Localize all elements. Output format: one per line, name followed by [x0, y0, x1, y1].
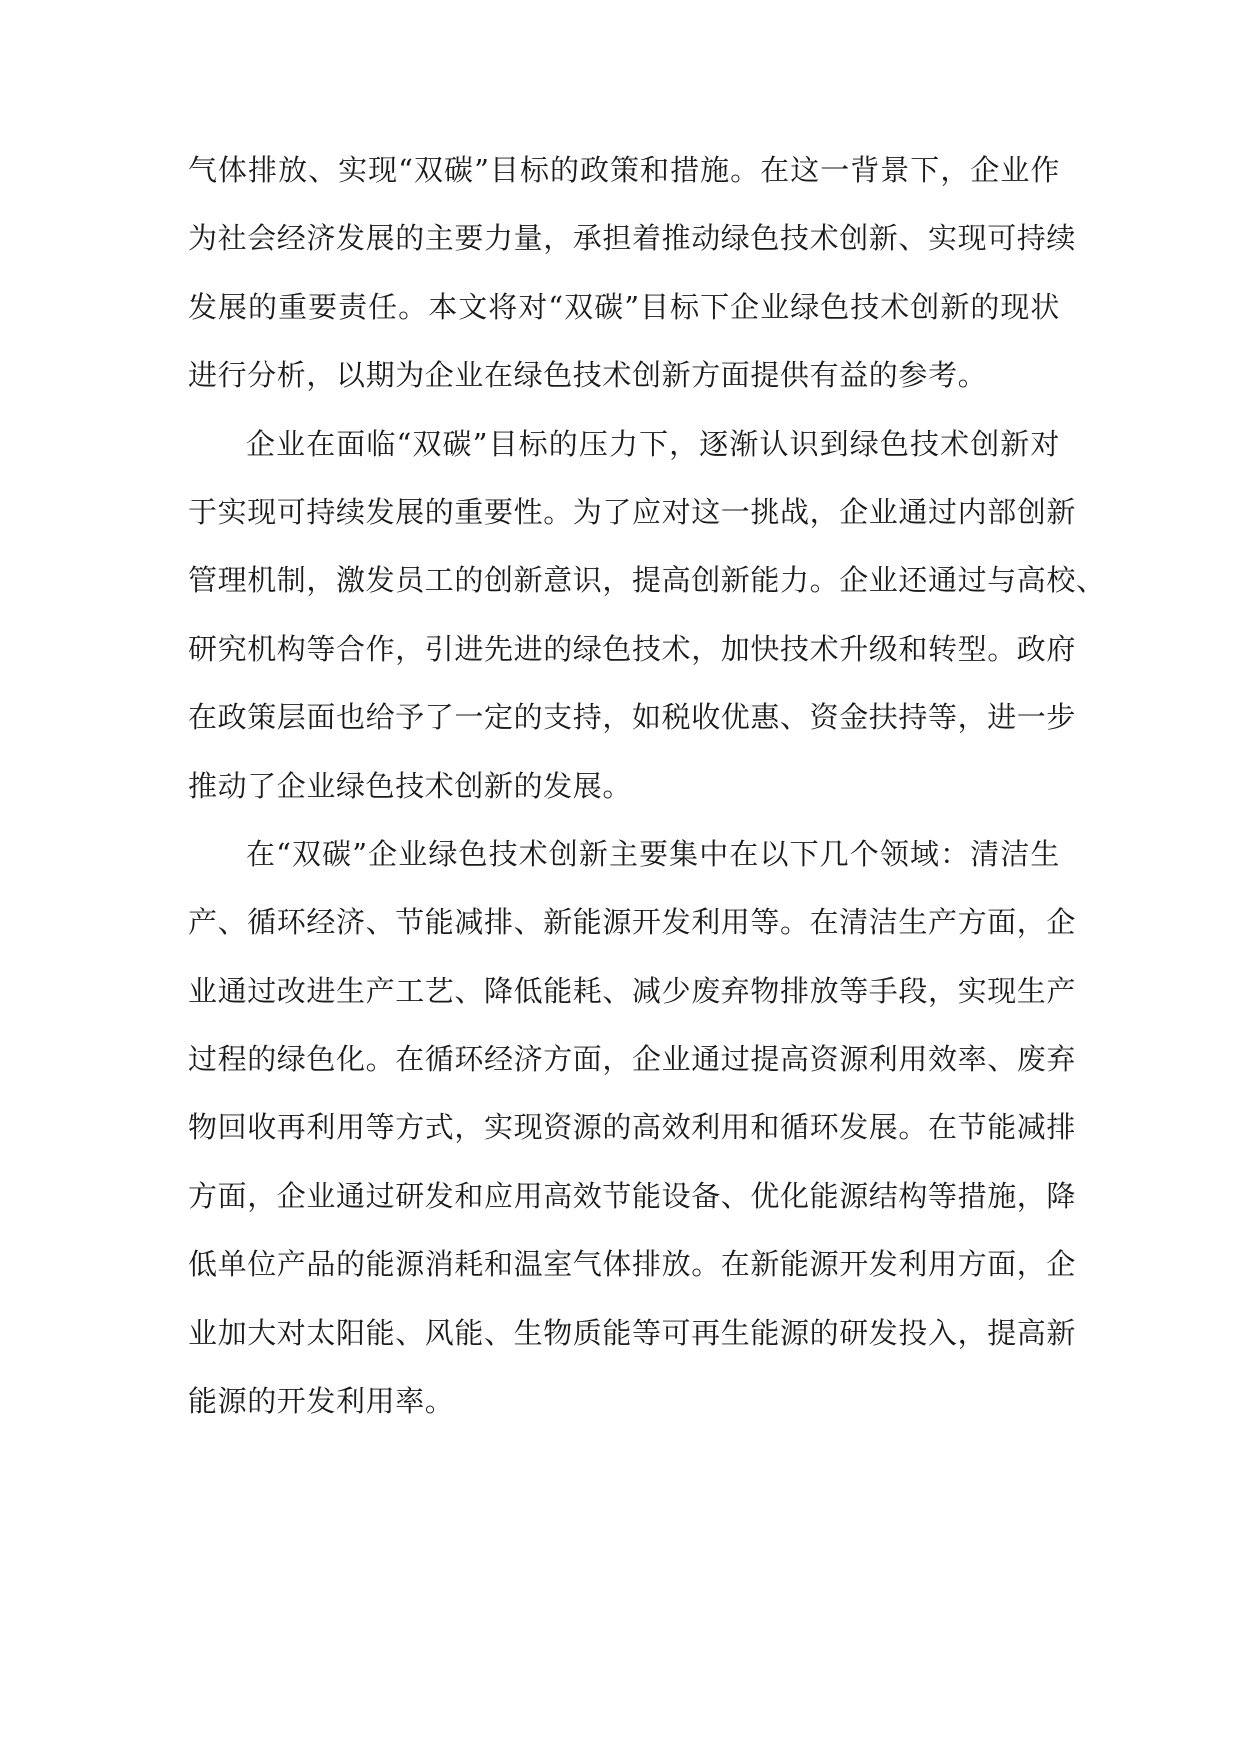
- text-line: 低单位产品的能源消耗和温室气体排放。在新能源开发利用方面，企: [188, 1247, 1077, 1282]
- text-line: 方面，企业通过研发和应用高效节能设备、优化能源结构等措施，降: [188, 1178, 1077, 1213]
- text-line: 进行分析，以期为企业在绿色技术创新方面提供有益的参考。: [188, 358, 988, 393]
- text-line: 在政策层面也给予了一定的支持，如税收优惠、资金扶持等，进一步: [188, 700, 1077, 735]
- text-line: 管理机制，激发员工的创新意识，提高创新能力。企业还通过与高校、: [188, 563, 1106, 598]
- text-line: 过程的绿色化。在循环经济方面，企业通过提高资源利用效率、废弃: [188, 1042, 1077, 1077]
- paragraph-first-line: 在“双碳”企业绿色技术创新主要集中在以下几个领域：清洁生: [246, 836, 1060, 871]
- document-body: [188, 136, 1106, 1435]
- text-line: 物回收再利用等方式，实现资源的高效利用和循环发展。在节能减排: [188, 1110, 1077, 1145]
- text-line: 为社会经济发展的主要力量，承担着推动绿色技术创新、实现可持续: [188, 221, 1077, 256]
- paragraph-first-line: 企业在面临“双碳”目标的压力下，逐渐认识到绿色技术创新对: [246, 426, 1060, 461]
- text-line: 研究机构等合作，引进先进的绿色技术，加快技术升级和转型。政府: [188, 631, 1077, 666]
- text-line: 业通过改进生产工艺、降低能耗、减少废弃物排放等手段，实现生产: [188, 973, 1077, 1008]
- text-line: 能源的开发利用率。: [188, 1384, 455, 1419]
- text-line: 产、循环经济、节能减排、新能源开发利用等。在清洁生产方面，企: [188, 905, 1077, 940]
- text-line: 于实现可持续发展的重要性。为了应对这一挑战，企业通过内部创新: [188, 494, 1077, 529]
- text-line: 气体排放、实现“双碳”目标的政策和措施。在这一背景下，企业作: [188, 153, 1060, 187]
- text-line: 发展的重要责任。本文将对“双碳”目标下企业绿色技术创新的现状: [188, 289, 1060, 324]
- text-line: 推动了企业绿色技术创新的发展。: [188, 768, 633, 803]
- text-line: 业加大对太阳能、风能、生物质能等可再生能源的研发投入，提高新: [188, 1315, 1077, 1350]
